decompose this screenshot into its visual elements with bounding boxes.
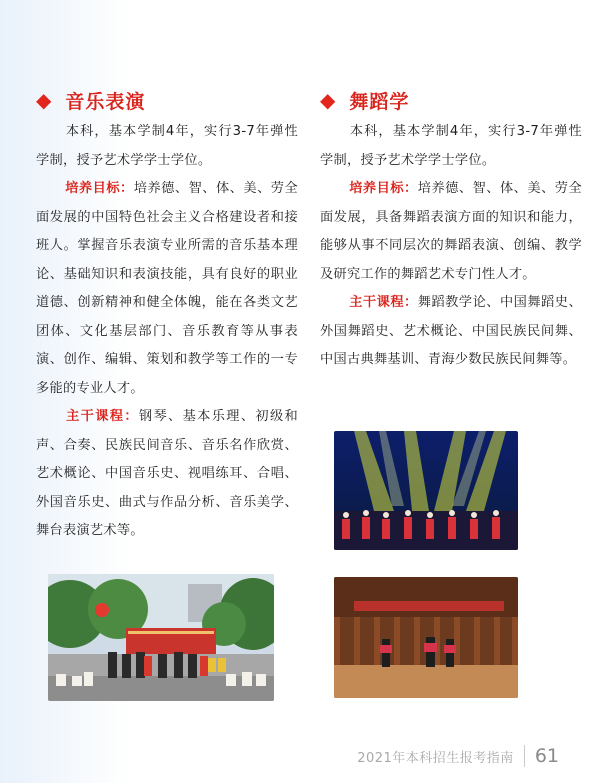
right-course-paragraph — [320, 289, 582, 375]
dance-hall-performance-image — [334, 577, 518, 698]
left-course-label: 主干课程： — [65, 409, 139, 424]
dance-hall-performance-photo — [334, 577, 518, 698]
left-course-text: 钢琴、基本乐理、初级和声、合奏、民族民间音乐、音乐名作欣赏、艺术概论、中国音乐史、视唱练耳、合唱、外国音乐史、曲式与作品分析、音乐美学、舞台表演艺术等。 — [36, 409, 298, 538]
right-course-label: 主干课程： — [349, 295, 418, 310]
left-goal-label: 培养目标： — [65, 181, 134, 196]
right-heading — [320, 82, 582, 118]
right-goal-paragraph — [320, 175, 582, 289]
right-course-text: 舞蹈教学论、中国舞蹈史、外国舞蹈史、艺术概论、中国民族民间舞、中国古典舞基训、青海少数民族民间舞等。 — [320, 295, 582, 367]
right-intro-paragraph — [320, 118, 582, 175]
outdoor-performance-image — [48, 574, 274, 701]
page-number: 61 — [534, 745, 559, 767]
left-goal-text: 培养德、智、体、美、劳全面发展的中国特色社会主义合格建设者和接班人。掌握音乐表演专业所需的音乐基本理论、基础知识和表演技能，具有良好的职业道德、创新精神和健全体魄，能在各类文艺团体、文化基层部门、音乐教育等从事表演、创作、编辑、策划和教学等工作的一专多能的专业人才。 — [36, 181, 298, 396]
left-course-paragraph — [36, 403, 298, 546]
left-goal-paragraph — [36, 175, 298, 403]
left-heading — [36, 82, 298, 118]
right-goal-text: 培养德、智、体、美、劳全面发展，具备舞蹈表演方面的知识和能力，能够从事不同层次的舞蹈表演、创编、教学及研究工作的舞蹈艺术专门性人才。 — [320, 181, 582, 282]
left-intro-text: 本科，基本学制4年，实行3-7年弹性学制，授予艺术学学士学位。 — [36, 124, 298, 168]
dance-stage-lights-image — [334, 431, 518, 550]
left-intro-paragraph — [36, 118, 298, 175]
outdoor-performance-photo — [48, 574, 274, 701]
footer-guide-title: 2021年本科招生报考指南 — [357, 750, 514, 766]
dance-stage-lights-photo — [334, 431, 518, 550]
section-title-music-performance: 音乐表演 — [65, 90, 146, 113]
left-column — [36, 82, 298, 546]
right-goal-label: 培养目标： — [349, 181, 418, 196]
diamond-bullet-icon: ◆ — [36, 88, 52, 112]
right-intro-text: 本科，基本学制4年，实行3-7年弹性学制，授予艺术学学士学位。 — [320, 124, 582, 168]
page-footer — [357, 745, 559, 767]
section-title-dance: 舞蹈学 — [349, 90, 410, 113]
right-column — [320, 82, 582, 375]
footer-divider — [524, 745, 525, 767]
diamond-bullet-icon: ◆ — [320, 88, 336, 112]
